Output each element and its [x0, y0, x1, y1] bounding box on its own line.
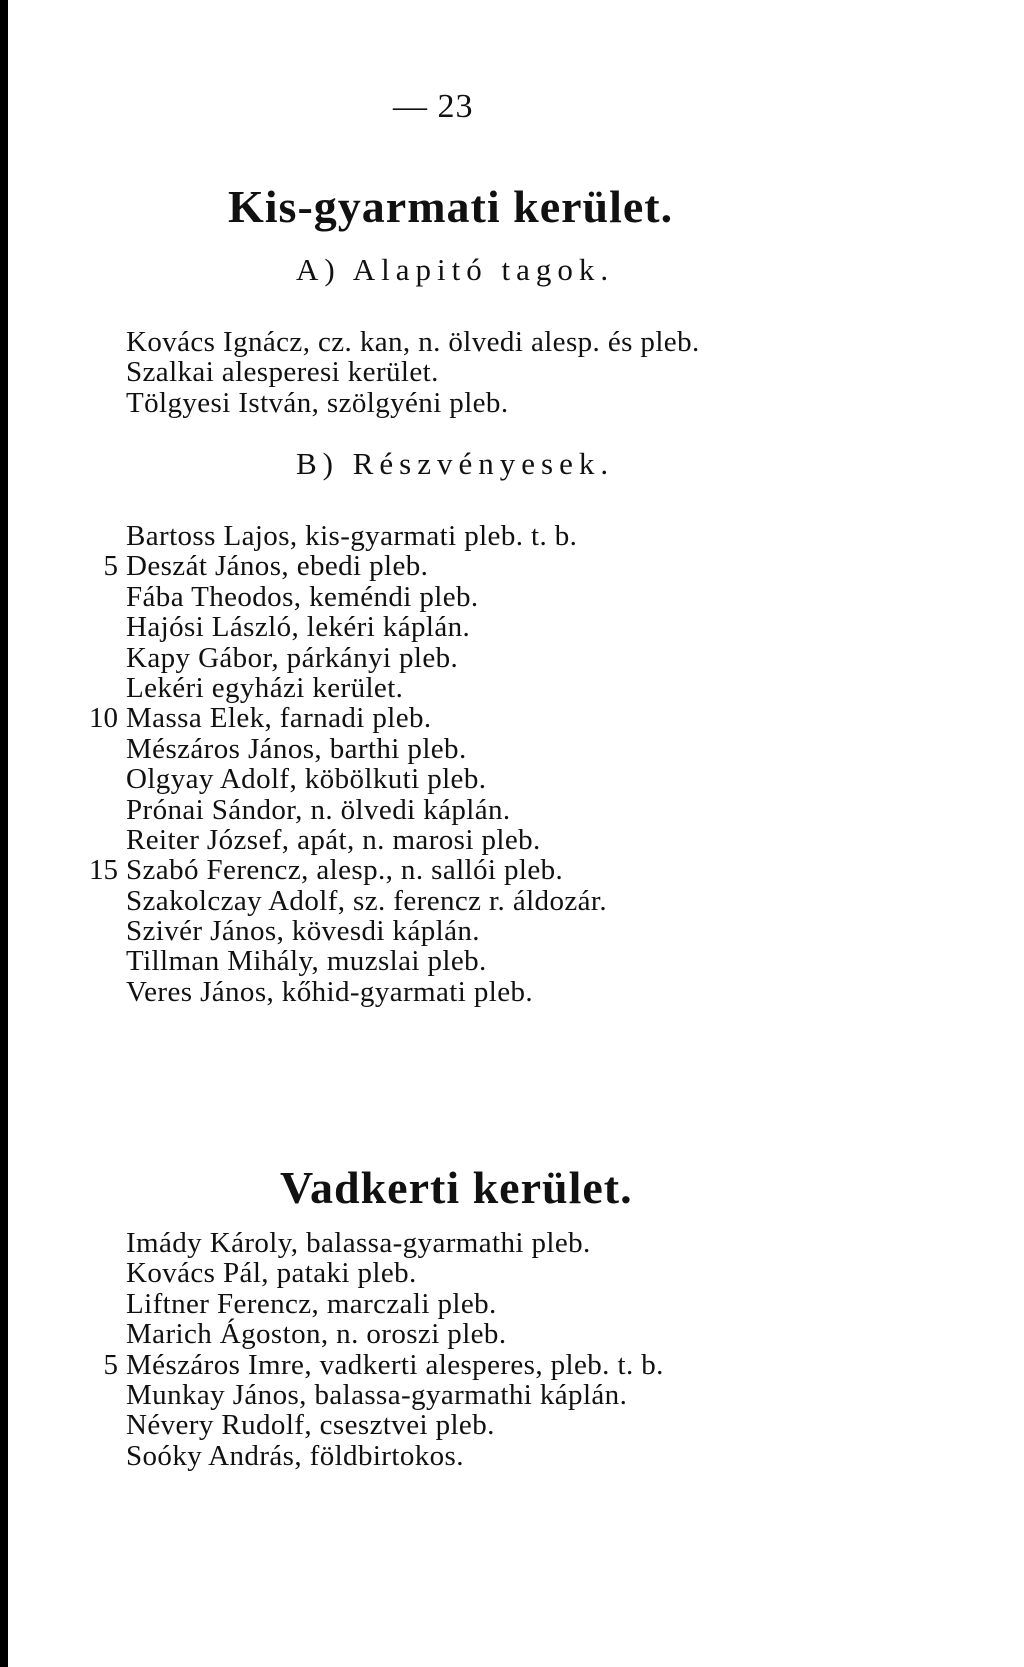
- section-title-kis-gyarmati: Kis-gyarmati kerület.: [228, 181, 674, 232]
- line-number: 5: [103, 1348, 118, 1381]
- scanned-page: [8, 0, 1024, 1667]
- list-item: Tillman Mihály, muzslai pleb.: [126, 945, 487, 978]
- vadkerti-members-list: [8, 1228, 1024, 1471]
- list-item: Soóky András, földbirtokos.: [126, 1439, 464, 1472]
- list-item: Bartoss Lajos, kis-gyarmati pleb. t. b.: [126, 520, 578, 552]
- list-item: Imády Károly, balassa-gyarmathi pleb.: [126, 1227, 591, 1259]
- list-item: 5 Deszát János, ebedi pleb.: [103, 550, 429, 583]
- list-item: 10 Massa Elek, farnadi pleb.: [89, 702, 432, 735]
- list-item: Lekéri egyházi kerület.: [126, 671, 404, 704]
- list-item: Mészáros János, barthi pleb.: [126, 732, 467, 765]
- list-item: Szivér János, kövesdi káplán.: [126, 915, 480, 948]
- list-item: Munkay János, balassa-gyarmathi káplán.: [126, 1378, 628, 1411]
- list-item: 15 Szabó Ferencz, alesp., n. sallói pleb.: [89, 854, 564, 887]
- list-item: Marich Ágoston, n. oroszi pleb.: [126, 1318, 507, 1351]
- list-item: Kovács Ignácz, cz. kan, n. ölvedi alesp. és pleb.: [126, 326, 700, 358]
- list-item: Prónai Sándor, n. ölvedi káplán.: [126, 793, 511, 826]
- line-number: 15: [89, 854, 118, 887]
- list-item: Hajósi László, lekéri káplán.: [126, 611, 471, 644]
- list-item: Szakolczay Adolf, sz. ferencz r. áldozár.: [126, 884, 607, 917]
- list-item: Veres János, kőhid-gyarmati pleb.: [126, 975, 534, 1008]
- list-item: Olgyay Adolf, köbölkuti pleb.: [126, 763, 487, 796]
- line-number: 10: [89, 702, 118, 735]
- founders-heading: A) Alapitó tagok.: [296, 252, 615, 287]
- founders-list: [8, 327, 1024, 418]
- line-number: 5: [103, 550, 118, 583]
- shareholders-list: [8, 521, 1024, 1007]
- list-item: Reiter József, apát, n. marosi pleb.: [126, 823, 541, 856]
- list-item: Kovács Pál, pataki pleb.: [126, 1257, 417, 1290]
- list-item: Kapy Gábor, párkányi pleb.: [126, 641, 459, 674]
- list-item: Szalkai alesperesi kerület.: [126, 356, 439, 389]
- list-item: Névery Rudolf, csesztvei pleb.: [126, 1409, 495, 1442]
- list-item: 5 Mészáros Imre, vadkerti alesperes, pleb. t. b.: [103, 1348, 664, 1381]
- list-item: Tölgyesi István, szölgyéni pleb.: [126, 386, 509, 419]
- shareholders-heading: B) Részvényesek.: [296, 446, 615, 481]
- page-number: — 23: [393, 88, 474, 125]
- section-title-vadkerti: Vadkerti kerület.: [280, 1162, 633, 1213]
- list-item: Liftner Ferencz, marczali pleb.: [126, 1287, 497, 1320]
- list-item: Fába Theodos, keméndi pleb.: [126, 580, 479, 613]
